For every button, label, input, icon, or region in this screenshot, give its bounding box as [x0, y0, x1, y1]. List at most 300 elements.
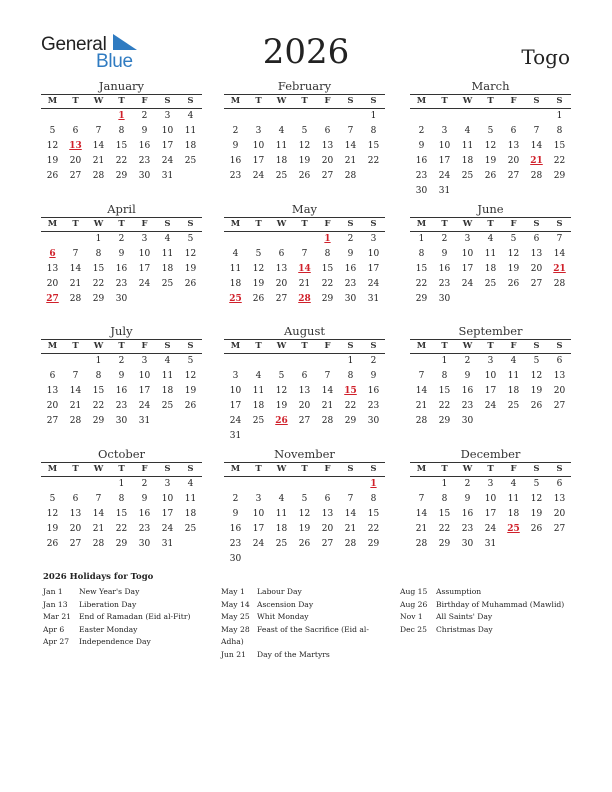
- day-cell: 6: [49, 371, 56, 381]
- holiday-item: [400, 599, 575, 612]
- day-cell: 1: [118, 479, 125, 489]
- day-cell: 12: [252, 264, 265, 274]
- weekday-label: T: [441, 219, 448, 229]
- weekday-label: S: [556, 219, 563, 229]
- day-cell: 19: [298, 524, 311, 534]
- day-cell: 24: [161, 524, 174, 534]
- day-cell: 28: [69, 416, 82, 426]
- weekday-label: W: [462, 341, 473, 351]
- day-cell: 27: [321, 171, 334, 181]
- day-cell: 30: [344, 294, 357, 304]
- weekday-header: [410, 462, 571, 477]
- day-cell: 28: [69, 294, 82, 304]
- month-december: [410, 447, 571, 552]
- day-cell: 26: [298, 539, 311, 549]
- day-cell: 10: [252, 509, 265, 519]
- day-cell: 8: [95, 371, 102, 381]
- day-cell: 10: [367, 249, 380, 259]
- day-cell: 24: [484, 401, 497, 411]
- day-cell: 22: [438, 401, 451, 411]
- day-cell: 11: [252, 386, 265, 396]
- day-cell: 5: [187, 356, 194, 366]
- day-cell: 15: [438, 509, 451, 519]
- day-cell: 30: [115, 416, 128, 426]
- weekday-label: T: [118, 341, 125, 351]
- weekday-label: T: [118, 219, 125, 229]
- day-cell: 24: [252, 171, 265, 181]
- day-cell: 18: [184, 141, 197, 151]
- day-cell: 15: [367, 141, 380, 151]
- day-cell: 24: [138, 279, 151, 289]
- weekday-label: M: [230, 341, 241, 351]
- day-cell: 28: [92, 171, 105, 181]
- day-grid: [41, 109, 202, 184]
- empty-day-cell: [247, 109, 270, 124]
- day-cell: 8: [556, 126, 563, 136]
- day-cell: 9: [141, 494, 148, 504]
- month-april: [41, 202, 202, 307]
- day-cell: 7: [533, 126, 540, 136]
- day-cell: 10: [461, 249, 474, 259]
- empty-day-cell: [293, 232, 316, 247]
- day-cell: 7: [347, 494, 354, 504]
- holiday-name: Assumption: [436, 587, 482, 596]
- day-cell: 2: [418, 126, 425, 136]
- day-cell: 19: [530, 386, 543, 396]
- day-cell: 12: [184, 371, 197, 381]
- day-cell: 2: [141, 111, 148, 121]
- day-cell: 6: [324, 126, 331, 136]
- weekday-header: [41, 339, 202, 354]
- day-cell: 25: [184, 156, 197, 166]
- month-july: [41, 324, 202, 429]
- day-cell: 13: [298, 386, 311, 396]
- holiday-name: Liberation Day: [79, 599, 137, 609]
- month-title: March: [471, 79, 510, 93]
- day-cell: 29: [344, 416, 357, 426]
- day-cell: 8: [95, 249, 102, 259]
- holiday-item: [400, 586, 575, 599]
- month-title: June: [477, 202, 504, 216]
- weekday-label: W: [93, 341, 104, 351]
- weekday-label: M: [230, 96, 241, 106]
- day-cell: 8: [370, 494, 377, 504]
- day-cell: 19: [46, 524, 59, 534]
- day-cell: 12: [298, 509, 311, 519]
- day-cell: 15: [415, 264, 428, 274]
- month-title: April: [107, 202, 136, 216]
- day-cell: 20: [275, 279, 288, 289]
- day-cell: 21: [69, 279, 82, 289]
- day-cell: 18: [229, 279, 242, 289]
- day-cell: 4: [278, 494, 285, 504]
- day-cell: 24: [161, 156, 174, 166]
- day-cell: 17: [138, 264, 151, 274]
- day-cell: 26: [530, 524, 543, 534]
- empty-day-cell: [293, 109, 316, 124]
- weekday-label: S: [164, 219, 171, 229]
- weekday-label: T: [301, 464, 308, 474]
- day-cell: 7: [418, 494, 425, 504]
- day-cell: 21: [92, 524, 105, 534]
- weekday-header: [41, 94, 202, 109]
- day-cell: 24: [461, 279, 474, 289]
- empty-day-cell: [316, 477, 339, 492]
- holiday-name: Ascension Day: [257, 599, 314, 609]
- day-cell: 9: [418, 141, 425, 151]
- day-cell: 6: [72, 494, 79, 504]
- day-cell: 10: [438, 141, 451, 151]
- weekday-label: F: [141, 219, 148, 229]
- day-cell: 5: [510, 234, 517, 244]
- day-cell: 17: [367, 264, 380, 274]
- day-cell: 14: [92, 141, 105, 151]
- day-cell: 30: [138, 539, 151, 549]
- empty-day-cell: [293, 477, 316, 492]
- weekday-label: M: [47, 219, 58, 229]
- day-cell: 18: [507, 509, 520, 519]
- day-cell: 8: [441, 494, 448, 504]
- day-cell: 30: [438, 294, 451, 304]
- month-title: September: [458, 324, 523, 338]
- weekday-label: M: [230, 219, 241, 229]
- day-cell: 4: [232, 249, 239, 259]
- holiday-day-cell: 28: [298, 294, 311, 304]
- day-cell: 21: [344, 524, 357, 534]
- day-cell: 3: [164, 111, 171, 121]
- day-cell: 14: [69, 386, 82, 396]
- weekday-label: T: [72, 464, 79, 474]
- day-cell: 27: [69, 539, 82, 549]
- weekday-label: S: [164, 464, 171, 474]
- weekday-label: W: [93, 464, 104, 474]
- day-cell: 23: [344, 279, 357, 289]
- weekday-label: M: [416, 96, 427, 106]
- empty-day-cell: [293, 354, 316, 369]
- day-cell: 3: [255, 126, 262, 136]
- weekday-label: T: [255, 341, 262, 351]
- day-cell: 22: [367, 524, 380, 534]
- weekday-label: T: [487, 96, 494, 106]
- day-cell: 6: [510, 126, 517, 136]
- day-cell: 10: [161, 126, 174, 136]
- day-cell: 27: [298, 416, 311, 426]
- weekday-label: M: [47, 96, 58, 106]
- day-cell: 11: [161, 249, 174, 259]
- weekday-label: S: [533, 464, 540, 474]
- holiday-day-cell: 1: [370, 479, 377, 489]
- day-cell: 15: [438, 386, 451, 396]
- empty-day-cell: [456, 109, 479, 124]
- month-september: [410, 324, 571, 429]
- day-cell: 19: [530, 509, 543, 519]
- day-grid: [224, 109, 385, 184]
- day-cell: 16: [438, 264, 451, 274]
- day-cell: 4: [510, 479, 517, 489]
- day-cell: 18: [161, 386, 174, 396]
- day-cell: 25: [161, 279, 174, 289]
- weekday-label: S: [556, 96, 563, 106]
- day-cell: 7: [556, 234, 563, 244]
- day-cell: 19: [184, 386, 197, 396]
- day-cell: 9: [141, 126, 148, 136]
- day-cell: 4: [164, 356, 171, 366]
- empty-day-cell: [64, 109, 87, 124]
- day-cell: 17: [252, 524, 265, 534]
- day-cell: 19: [46, 156, 59, 166]
- day-cell: 23: [138, 524, 151, 534]
- day-cell: 21: [69, 401, 82, 411]
- day-cell: 14: [415, 509, 428, 519]
- day-cell: 5: [49, 126, 56, 136]
- day-cell: 4: [187, 479, 194, 489]
- day-cell: 15: [115, 141, 128, 151]
- day-grid: [224, 232, 385, 307]
- month-may: [224, 202, 385, 307]
- day-cell: 14: [69, 264, 82, 274]
- holiday-name: Day of the Martyrs: [257, 649, 330, 659]
- day-cell: 26: [298, 171, 311, 181]
- day-cell: 16: [415, 156, 428, 166]
- weekday-label: S: [347, 341, 354, 351]
- day-cell: 16: [138, 509, 151, 519]
- weekday-label: S: [187, 96, 194, 106]
- day-cell: 25: [252, 416, 265, 426]
- empty-day-cell: [410, 354, 433, 369]
- day-cell: 30: [461, 416, 474, 426]
- day-cell: 11: [461, 141, 474, 151]
- day-cell: 22: [553, 156, 566, 166]
- day-cell: 17: [484, 386, 497, 396]
- empty-day-cell: [316, 109, 339, 124]
- day-cell: 29: [438, 539, 451, 549]
- holiday-day-cell: 27: [46, 294, 59, 304]
- day-cell: 30: [415, 186, 428, 196]
- day-cell: 20: [553, 509, 566, 519]
- day-cell: 23: [461, 524, 474, 534]
- day-cell: 26: [46, 171, 59, 181]
- holiday-date: Aug 15: [400, 587, 428, 596]
- day-cell: 27: [530, 279, 543, 289]
- holiday-day-cell: 1: [324, 234, 331, 244]
- weekday-label: S: [370, 219, 377, 229]
- day-cell: 21: [415, 401, 428, 411]
- day-cell: 10: [484, 494, 497, 504]
- day-cell: 12: [46, 509, 59, 519]
- day-cell: 8: [347, 371, 354, 381]
- day-cell: 29: [438, 416, 451, 426]
- weekday-label: W: [276, 341, 287, 351]
- weekday-label: F: [510, 464, 517, 474]
- day-cell: 4: [278, 126, 285, 136]
- day-cell: 13: [507, 141, 520, 151]
- month-title: January: [98, 79, 145, 93]
- day-cell: 31: [138, 416, 151, 426]
- month-title: May: [291, 202, 318, 216]
- day-cell: 22: [344, 401, 357, 411]
- day-cell: 23: [229, 171, 242, 181]
- day-cell: 18: [484, 264, 497, 274]
- day-cell: 18: [461, 156, 474, 166]
- weekday-label: F: [324, 464, 331, 474]
- day-cell: 5: [49, 494, 56, 504]
- weekday-label: T: [487, 341, 494, 351]
- day-cell: 21: [415, 524, 428, 534]
- holiday-date: Nov 1: [400, 612, 423, 621]
- day-cell: 11: [275, 141, 288, 151]
- day-grid: [41, 477, 202, 552]
- day-cell: 8: [118, 126, 125, 136]
- day-cell: 12: [275, 386, 288, 396]
- day-cell: 25: [507, 401, 520, 411]
- day-cell: 23: [415, 171, 428, 181]
- empty-day-cell: [64, 232, 87, 247]
- day-cell: 27: [275, 294, 288, 304]
- day-cell: 23: [229, 539, 242, 549]
- month-title: February: [277, 79, 332, 93]
- day-cell: 8: [324, 249, 331, 259]
- day-cell: 24: [229, 416, 242, 426]
- weekday-label: S: [370, 341, 377, 351]
- day-cell: 21: [92, 156, 105, 166]
- day-grid: [410, 109, 571, 199]
- day-cell: 1: [441, 479, 448, 489]
- weekday-label: S: [533, 219, 540, 229]
- day-cell: 2: [141, 479, 148, 489]
- day-cell: 28: [344, 539, 357, 549]
- day-cell: 21: [298, 279, 311, 289]
- holiday-date: Apr 27: [43, 637, 70, 646]
- day-cell: 13: [69, 509, 82, 519]
- day-cell: 23: [367, 401, 380, 411]
- day-cell: 13: [553, 494, 566, 504]
- day-cell: 16: [229, 524, 242, 534]
- empty-day-cell: [410, 477, 433, 492]
- day-cell: 16: [461, 509, 474, 519]
- month-title: October: [97, 447, 146, 461]
- day-cell: 2: [464, 479, 471, 489]
- empty-day-cell: [247, 477, 270, 492]
- weekday-label: F: [324, 96, 331, 106]
- month-august: [224, 324, 385, 444]
- day-cell: 23: [115, 401, 128, 411]
- empty-day-cell: [270, 109, 293, 124]
- day-cell: 18: [275, 524, 288, 534]
- day-cell: 4: [510, 356, 517, 366]
- day-cell: 18: [507, 386, 520, 396]
- day-cell: 24: [438, 171, 451, 181]
- day-cell: 14: [415, 386, 428, 396]
- holiday-name: Independence Day: [79, 637, 151, 646]
- day-cell: 14: [344, 141, 357, 151]
- day-cell: 20: [321, 524, 334, 534]
- day-cell: 29: [367, 539, 380, 549]
- day-cell: 29: [415, 294, 428, 304]
- day-cell: 26: [46, 539, 59, 549]
- day-cell: 31: [438, 186, 451, 196]
- day-grid: [224, 354, 385, 444]
- holiday-day-cell: 15: [344, 386, 357, 396]
- weekday-label: T: [441, 464, 448, 474]
- holiday-date: May 14: [221, 599, 250, 609]
- day-cell: 2: [232, 494, 239, 504]
- day-cell: 19: [275, 401, 288, 411]
- holiday-item: [221, 611, 386, 624]
- day-cell: 17: [138, 386, 151, 396]
- day-cell: 1: [418, 234, 425, 244]
- day-cell: 21: [344, 156, 357, 166]
- holiday-day-cell: 25: [229, 294, 242, 304]
- weekday-label: S: [187, 219, 194, 229]
- day-cell: 20: [530, 264, 543, 274]
- day-cell: 2: [347, 234, 354, 244]
- day-cell: 17: [161, 509, 174, 519]
- weekday-label: S: [187, 464, 194, 474]
- day-cell: 30: [367, 416, 380, 426]
- empty-day-cell: [479, 109, 502, 124]
- holiday-date: May 25: [221, 612, 250, 621]
- day-cell: 19: [184, 264, 197, 274]
- holiday-date: Dec 25: [400, 624, 427, 634]
- day-cell: 6: [72, 126, 79, 136]
- weekday-label: F: [141, 464, 148, 474]
- holiday-date: Jan 13: [43, 599, 68, 609]
- day-cell: 18: [161, 264, 174, 274]
- month-title: November: [274, 447, 335, 461]
- weekday-header: [224, 462, 385, 477]
- weekday-label: F: [141, 96, 148, 106]
- day-cell: 12: [530, 494, 543, 504]
- holiday-day-cell: 6: [49, 249, 56, 259]
- day-cell: 1: [370, 111, 377, 121]
- day-cell: 27: [507, 171, 520, 181]
- empty-day-cell: [64, 354, 87, 369]
- day-cell: 22: [438, 524, 451, 534]
- day-cell: 23: [461, 401, 474, 411]
- day-cell: 10: [252, 141, 265, 151]
- holiday-item: [400, 624, 575, 637]
- day-cell: 26: [530, 401, 543, 411]
- day-cell: 4: [464, 126, 471, 136]
- day-cell: 3: [370, 234, 377, 244]
- logo-triangle-icon: [113, 34, 137, 50]
- holiday-date: May 28: [221, 624, 250, 634]
- day-cell: 28: [92, 539, 105, 549]
- day-cell: 5: [255, 249, 262, 259]
- day-cell: 11: [484, 249, 497, 259]
- day-cell: 31: [229, 431, 242, 441]
- day-cell: 28: [415, 539, 428, 549]
- day-cell: 2: [118, 356, 125, 366]
- month-title: July: [110, 324, 133, 338]
- day-cell: 7: [95, 126, 102, 136]
- day-cell: 5: [301, 126, 308, 136]
- day-cell: 11: [507, 371, 520, 381]
- weekday-label: T: [487, 219, 494, 229]
- day-cell: 9: [464, 494, 471, 504]
- weekday-header: [410, 94, 571, 109]
- day-cell: 2: [441, 234, 448, 244]
- weekday-label: F: [141, 341, 148, 351]
- day-cell: 24: [367, 279, 380, 289]
- day-cell: 23: [115, 279, 128, 289]
- day-cell: 15: [92, 386, 105, 396]
- weekday-label: T: [118, 464, 125, 474]
- day-cell: 15: [553, 141, 566, 151]
- month-june: [410, 202, 571, 307]
- empty-day-cell: [87, 477, 110, 492]
- holiday-day-cell: 13: [69, 141, 82, 151]
